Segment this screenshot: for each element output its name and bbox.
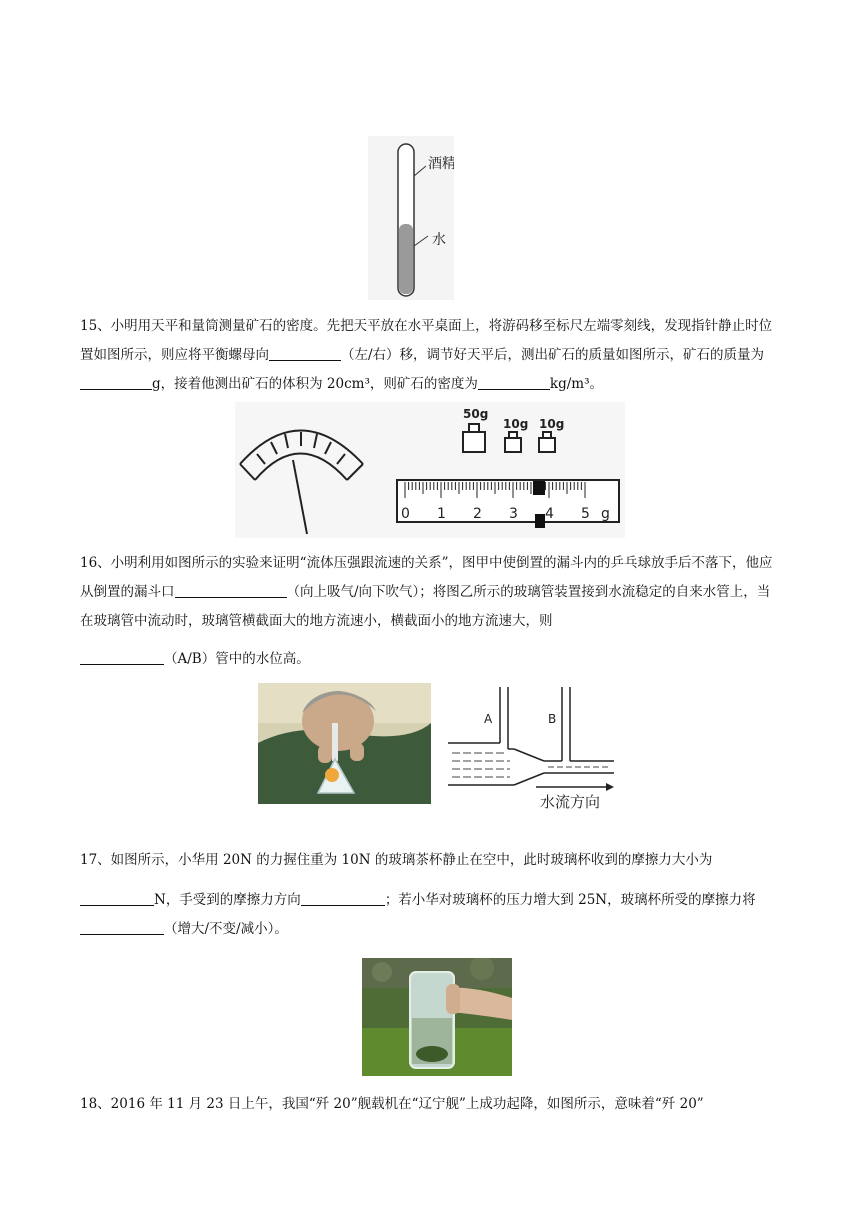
tube-a-label: A: [484, 712, 493, 726]
q17-blank-friction[interactable]: [80, 891, 154, 906]
q15-blank-density[interactable]: [478, 375, 550, 390]
scale-label-2: 2: [473, 506, 482, 522]
water-label: 水: [432, 232, 446, 248]
q16-blank-air[interactable]: [175, 583, 287, 598]
q16-text-1: 16、小明利用如图所示的实验来证明“流体压强跟流速的关系”，图甲中使倒置的漏斗内的乒乓球放手后不落下，他应从倒置的漏斗口: [80, 555, 773, 600]
q17-text-1: 17、如图所示，小华用 20N 的力握住重为 10N 的玻璃茶杯静止在空中，此时玻璃杯收到的摩擦力大小为: [80, 852, 713, 868]
q17-text-3: ；若小华对玻璃杯的压力增大到 25N，玻璃杯所受的摩擦力将: [384, 892, 756, 908]
q15-blank-direction[interactable]: [269, 346, 341, 361]
q15-blank-mass[interactable]: [80, 375, 152, 390]
alcohol-label: 酒精: [428, 156, 454, 172]
question-16: [80, 549, 780, 674]
q17-text-4: （增大/不变/减小）。: [164, 921, 288, 937]
q15-text-3: g，接着他测出矿石的体积为 20cm³，则矿石的密度为: [152, 376, 478, 392]
question-18: [80, 1090, 780, 1119]
question-17: [80, 846, 780, 944]
scale-label-3: 3: [509, 506, 518, 522]
weight-label-10g-b: 10g: [539, 417, 565, 431]
scale-unit: g: [601, 506, 610, 522]
weight-label-50g: 50g: [463, 407, 489, 421]
q17-blank-change[interactable]: [80, 920, 164, 935]
flow-direction-label: 水流方向: [540, 793, 601, 811]
q15-text-2: （左/右）移，调节好天平后，测出矿石的质量如图所示，矿石的质量为: [341, 347, 765, 363]
q16-blank-tube[interactable]: [80, 650, 164, 665]
q15-text-1: 15、小明用天平和量筒测量矿石的密度。先把天平放在水平桌面上，将游码移至标尺左端零刻线，发现指针静止时位置如图所示，则应将平衡螺母向: [80, 318, 773, 363]
glass-cup-photo: [362, 958, 512, 1076]
funnel-photo: [258, 683, 431, 804]
weight-label-10g-a: 10g: [503, 417, 529, 431]
tube-b-label: B: [548, 712, 557, 726]
q16-text-3: （A/B）管中的水位高。: [164, 651, 310, 667]
q17-blank-direction[interactable]: [301, 891, 385, 906]
scale-label-5: 5: [581, 506, 590, 522]
rider: [533, 481, 545, 495]
rider-scale: [397, 480, 619, 528]
scale-label-0: 0: [401, 506, 410, 522]
scale-label-1: 1: [437, 506, 446, 522]
balance-figure: [235, 402, 625, 538]
test-tube-figure: [368, 136, 454, 300]
question-15: [80, 312, 780, 399]
q17-text-2: N，手受到的摩擦力方向: [154, 892, 301, 908]
q18-text-1: 18、2016 年 11 月 23 日上午，我国“歼 20”舰载机在“辽宁舰”上成功起降，如图所示，意味着“歼 20”: [80, 1096, 704, 1112]
water-column: [399, 224, 413, 294]
pipe-figure: [444, 683, 616, 811]
q15-text-4: kg/m³。: [549, 376, 603, 392]
q16-text-2: （向上吸气/向下吹气）；将图乙所示的玻璃管装置接到水流稳定的自来水管上，当在玻璃管中流动时，玻璃管横截面大的地方流速小，横截面小的地方流速大，则: [80, 584, 771, 629]
scale-label-4: 4: [545, 506, 554, 522]
